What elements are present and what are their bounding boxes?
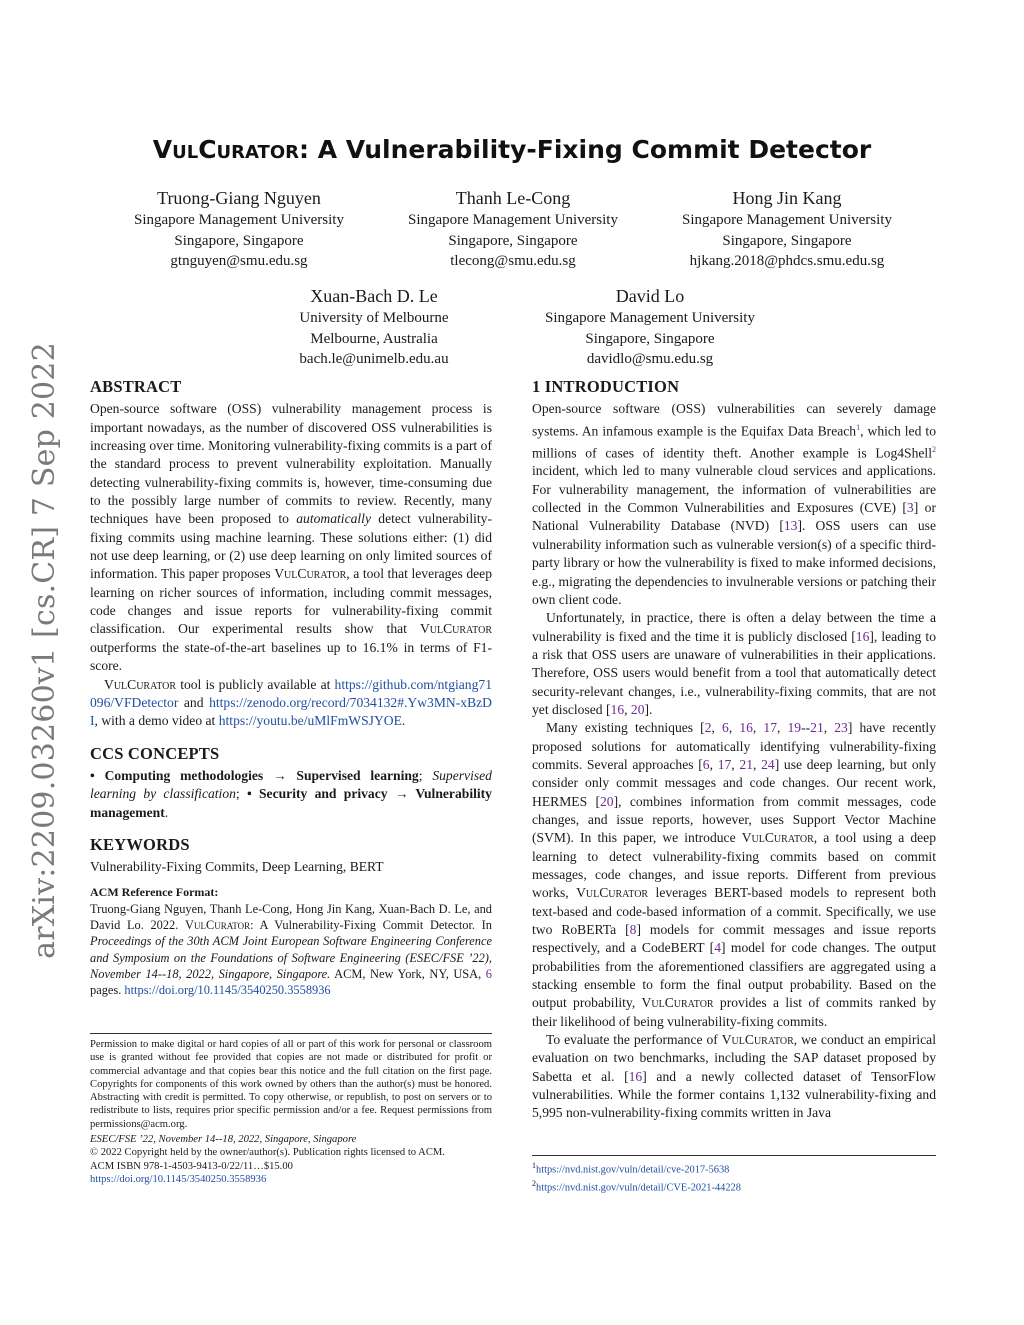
intro-paragraph: To evaluate the performance of VulCurator, we conduct an empirical evaluation on two benchmarks, including the SAP dataset proposed by Sabetta et al. [16] and a newly collected dataset of TensorFlow vulnerabilities. While the former contains 1,132 vulnerability-fixing and 5,995 non-vulnerability-fixing commits written in Java xyxy=(532,1032,936,1121)
author-block: Truong-Giang Nguyen Singapore Management University Singapore, Singapore gtnguyen@smu.edu.sg xyxy=(134,188,344,269)
abstract-heading: ABSTRACT xyxy=(90,377,182,396)
acm-reference: Truong-Giang Nguyen, Thanh Le-Cong, Hong Jin Kang, Xuan-Bach D. Le, and David Lo. 2022. VulCurator: A Vulnerability-Fixing Commit Detector. In Proceedings of the 30th ACM Joint European Software Engineering Conference and Symposium on the Foundations of Software Engineering (ESEC/FSE ’22), November 14--18, 2022, Singapore, Singapore. ACM, New York, NY, USA, 6 pages. https://doi.org/10.1145/3540250.3558936 xyxy=(90,901,492,997)
acm-reference-heading: ACM Reference Format: xyxy=(90,884,219,899)
ccs-heading: CCS CONCEPTS xyxy=(90,743,220,763)
github-link[interactable]: https://github.com/ntgiang71096/VFDetector xyxy=(90,676,492,710)
abstract-paragraph: Open-source software (OSS) vulnerability management process is important nowadays, as the number of discovered OSS vulnerabilities is increasing over time. Monitoring vulnerability-fixing commits is a part of the standard process to prevent vulnerability exploitation. Manually detecting vulnerability-fixing commits is, however, time-consuming due to the possibly large number of commits to review. Recently, many techniques have been proposed to automatically detect vulnerability-fixing commits using machine learning. These solutions either: (1) did not use deep learning, or (2) use deep learning on only limited sources of information. This paper proposes VulCurator, a tool that leverages deep learning on richer sources of information, including commit messages, code changes and issue reports for vulnerability-fixing commit classification. Our experimental results show that VulCurator outperforms the state-of-the-art baselines up to 16.1% in terms of F1-score. xyxy=(90,401,492,674)
author-block: Thanh Le-Cong Singapore Management University Singapore, Singapore tlecong@smu.edu.sg xyxy=(408,188,618,269)
intro-paragraph: Open-source software (OSS) vulnerabilities can severely damage systems. An infamous example is the Equifax Data Breach$^1$, which led to millions of cases of identity theft. Another example is Log4Shell$^2$ incident, which led to many vulnerable cloud services and applications. For vulnerability management, the information of vulnerabilities are collected in the Common Vulnerabilities and Exposures (CVE) [3] or National Vulnerability Database (NVD) [13]. OSS users can use vulnerability information such as vulnerable version(s) of a specific third-party library or how the vulnerability is fixed to make informed decisions, e.g., migrating the dependencies to invulnerable versions or patching their own client code. xyxy=(532,401,936,607)
keywords-text: Vulnerability-Fixing Commits, Deep Learning, BERT xyxy=(90,859,384,875)
footnote-item: $^2$https://nvd.nist.gov/vuln/detail/CVE-2021-44228 xyxy=(532,1178,741,1194)
intro-paragraph: Unfortunately, in practice, there is often a delay between the time a vulnerability is fixed and the time it is publicly disclosed [16], leading to a risk that OSS users are unaware of vulnerabilities in their applications. Therefore, OSS users would benefit from a tool that automatically detect security-relevant changes, i.e., vulnerability-fixing commits, that are not yet disclosed [16, 20]. xyxy=(532,610,936,717)
author-block: Hong Jin Kang Singapore Management University Singapore, Singapore hjkang.2018@phdcs.smu.edu.sg xyxy=(682,188,892,269)
footnote-link[interactable]: https://nvd.nist.gov/vuln/detail/CVE-2021-44228 xyxy=(536,1182,741,1194)
demo-video-link[interactable]: https://youtu.be/uMlFmWSJYOE xyxy=(218,713,402,729)
permission-doi-link[interactable]: https://doi.org/10.1145/3540250.3558936 xyxy=(90,1173,267,1185)
footnote-item: $^1$https://nvd.nist.gov/vuln/detail/cve-2017-5638 xyxy=(532,1161,730,1176)
footnotes xyxy=(532,1155,936,1195)
right-column xyxy=(532,378,936,1123)
intro-paragraph: Many existing techniques [2, 6, 16, 17, 19--21, 23] have recently proposed solutions for automatically identifying vulnerability-fixing commits. Several approaches [6, 17, 21, 24] use deep learning, but only consider only commit messages and code changes. Our recent work, HERMES [20], combines information from commit messages, code changes, and issue reports, however, uses Support Vector Machine (SVM). In this paper, we introduce VulCurator, a tool using a deep learning to detect vulnerability-fixing commits based on commit messages, code changes, and issue reports. Different from previous works, VulCurator leverages BERT-based models to represent both text-based and code-based information of a commit. Specifically, we use two RoBERTa [8] models for commit messages and issue reports respectively, and a CodeBERT [4] model for code changes. The output probabilities from the aforementioned classifiers are aggregated using a stacking ensemble to form the final output probability. Based on the output probability, VulCurator provides a list of commits ranked by their likelihood of being vulnerability-fixing commits. xyxy=(532,720,937,1029)
introduction-heading: 1 INTRODUCTION xyxy=(532,377,680,396)
abstract-availability: VulCurator tool is publicly available at https://github.com/ntgiang71096/VFDetector and https://zenodo.org/record/7034132#.Yw3MN-xBzDI, with a demo video at https://youtu.be/uMlFmWSJYOE. xyxy=(90,676,492,729)
footnote-link[interactable]: https://nvd.nist.gov/vuln/detail/cve-2017-5638 xyxy=(536,1164,730,1176)
permission-block: Permission to make digital or hard copies of all or part of this work for personal or classroom use is granted without fee provided that copies are not made or distributed for profit or commercial advantage and that copies bear this notice and the full citation on the first page. Copyrights for components of this work owned by others than the author(s) must be honored. Abstracting with credit is permitted. To copy otherwise, or republish, to post on servers or to redistribute to lists, requires prior specific permission and/or a fee. Request permissions from permissions@acm.org. ESEC/FSE ’22, November 14--18, 2022, Singapore, Singapore © 2022 Copyright held by the owner/author(s). Publication rights licensed to ACM. ACM ISBN 978-1-4503-9413-0/22/11…$15.00 https://doi.org/10.1145/3540250.3558936 xyxy=(90,1033,492,1186)
left-column xyxy=(90,378,492,998)
paper-title: VulCurator: A Vulnerability-Fixing Commit Detector xyxy=(152,135,872,164)
doi-link[interactable]: https://doi.org/10.1145/3540250.3558936 xyxy=(124,982,331,997)
arxiv-stamp: arXiv:2209.03260v1 [cs.CR] 7 Sep 2022 xyxy=(26,341,62,959)
keywords-heading: KEYWORDS xyxy=(90,834,190,854)
author-block: David Lo Singapore Management University Singapore, Singapore davidlo@smu.edu.sg xyxy=(545,286,755,367)
zenodo-link[interactable]: https://zenodo.org/record/7034132#.Yw3MN-xBzDI xyxy=(90,694,492,729)
author-block: Xuan-Bach D. Le University of Melbourne Melbourne, Australia bach.le@unimelb.edu.au xyxy=(299,286,449,367)
ccs-concepts: • Computing methodologies → Supervised learning; Supervised learning by classification; • Security and privacy → Vulnerability management. xyxy=(90,767,492,820)
